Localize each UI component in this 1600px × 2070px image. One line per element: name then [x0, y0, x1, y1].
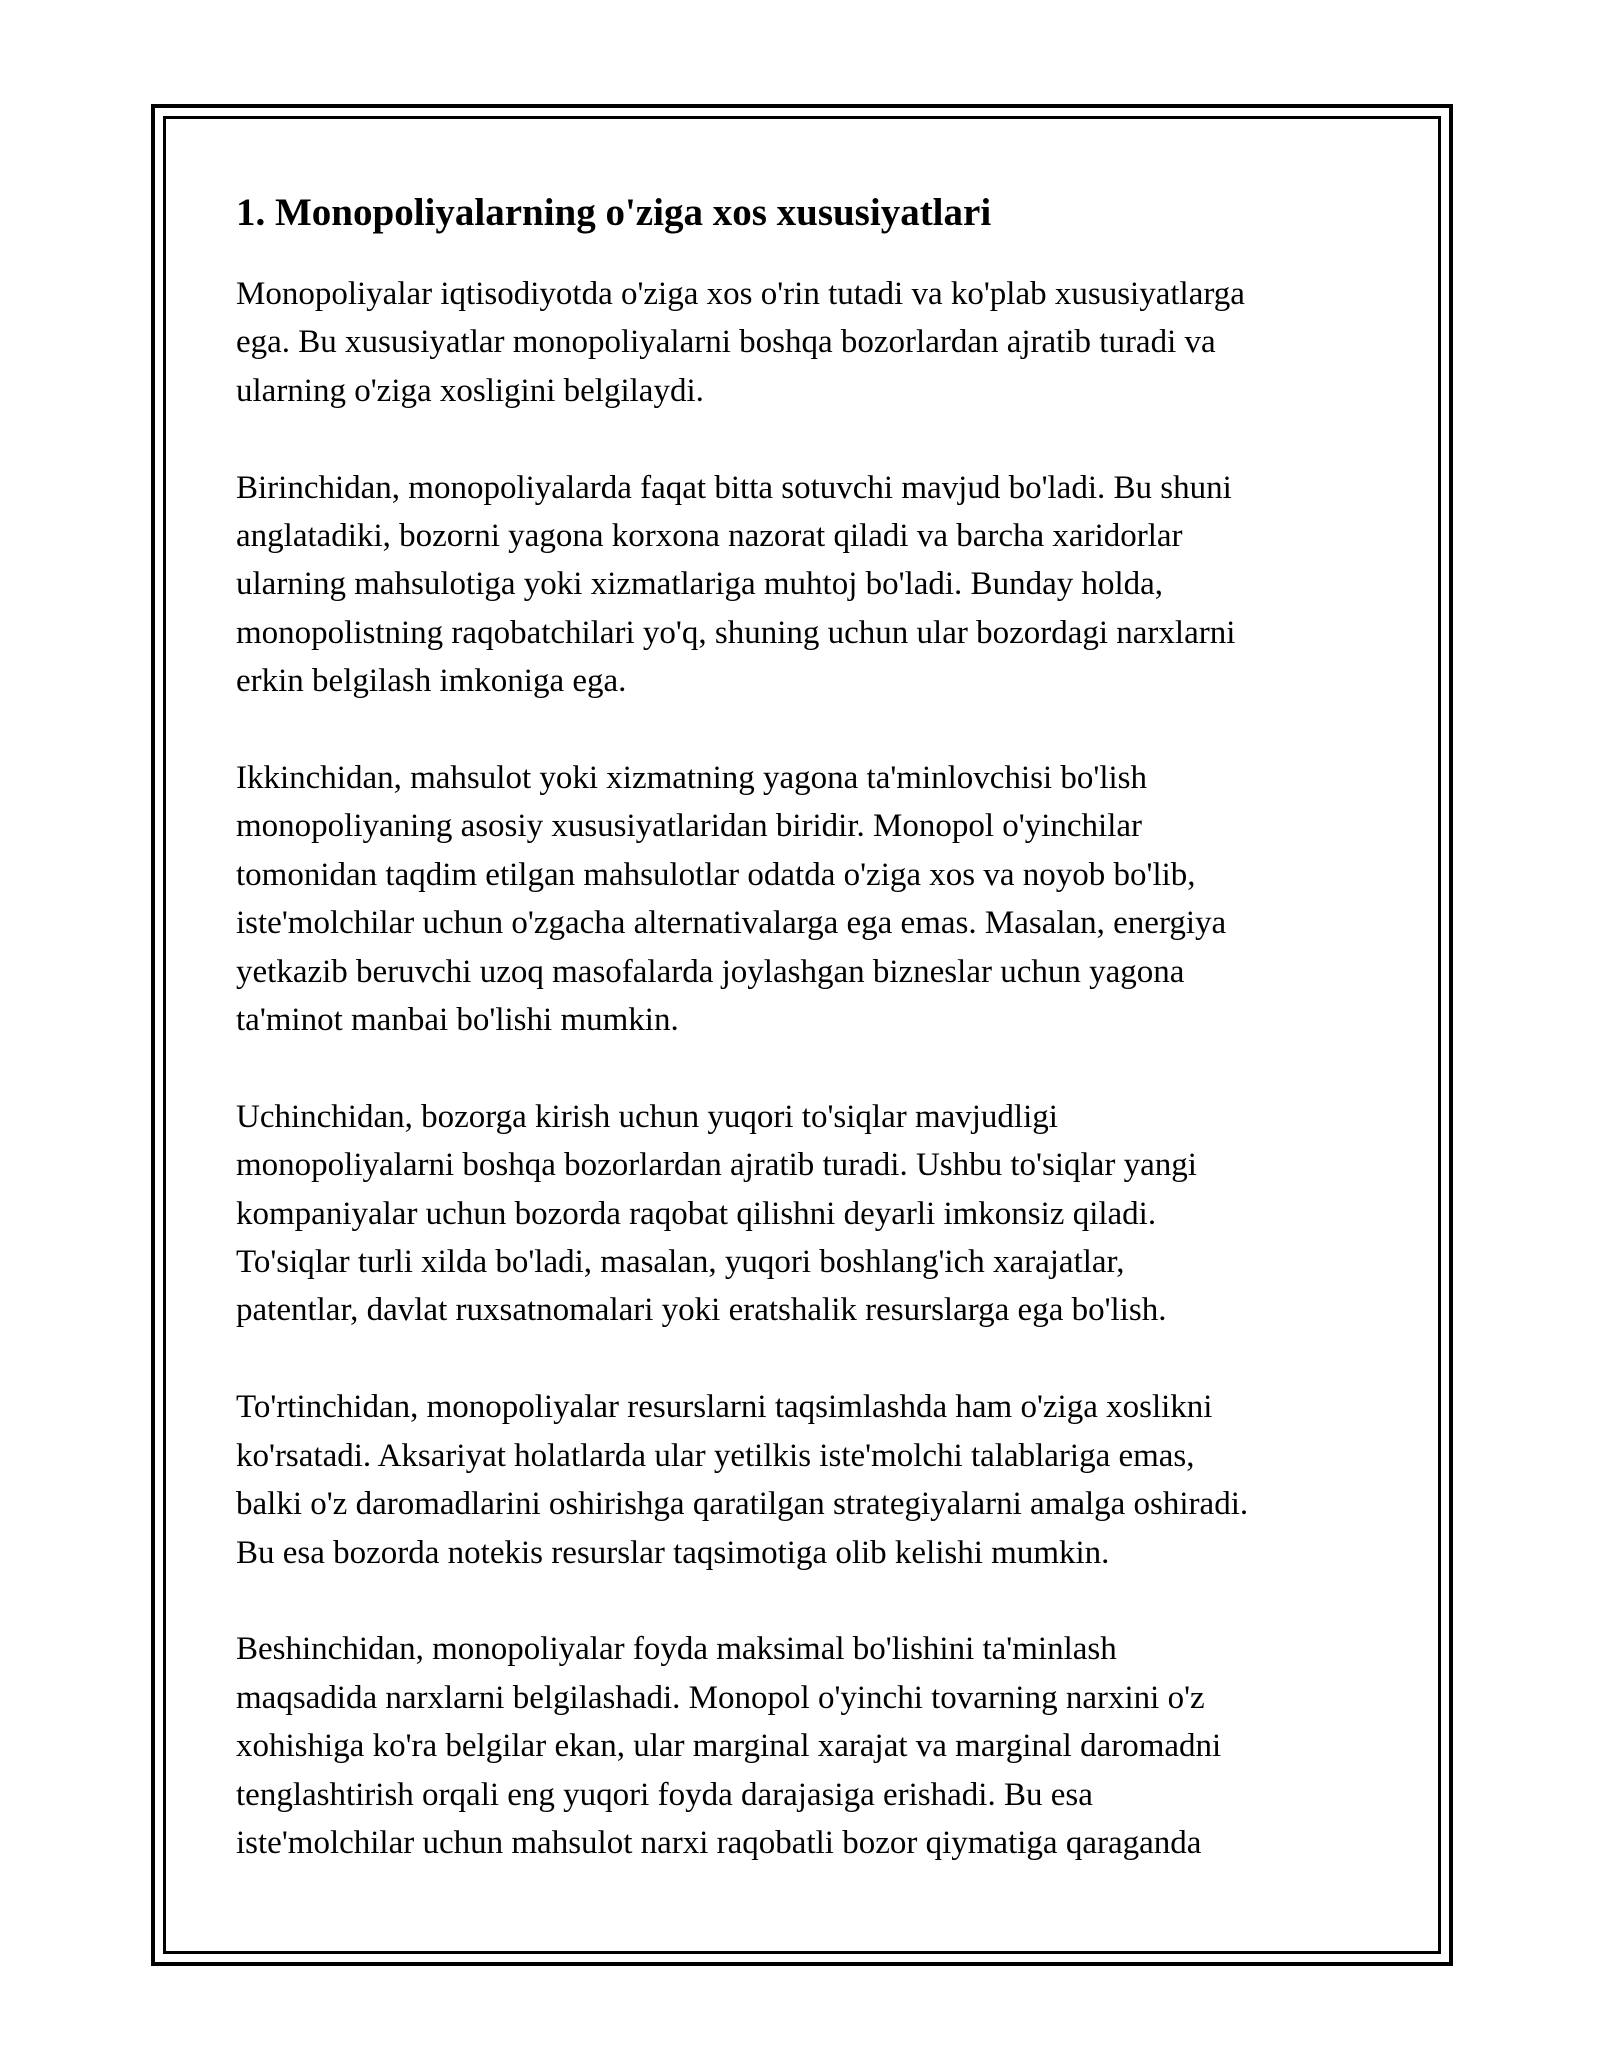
paragraph-1	[236, 270, 1376, 415]
paragraph-line: To'siqlar turli xilda bo'ladi, masalan, yuqori boshlang'ich xarajatlar,	[236, 1244, 1125, 1281]
paragraph-line: To'rtinchidan, monopoliyalar resurslarni taqsimlashda ham o'ziga xoslikni	[236, 1389, 1213, 1426]
paragraph-5	[236, 1383, 1376, 1577]
paragraph-line: erkin belgilash imkoniga ega.	[236, 663, 627, 700]
paragraph-line: monopoliyaning asosiy xususiyatlaridan biridir. Monopol o'yinchilar	[236, 808, 1143, 845]
paragraph-line: ularning o'ziga xosligini belgilaydi.	[236, 372, 704, 409]
paragraph-line: Bu esa bozorda notekis resurslar taqsimotiga olib kelishi mumkin.	[236, 1534, 1110, 1571]
paragraph-line: ko'rsatadi. Aksariyat holatlarda ular yetilkis iste'molchi talablariga emas,	[236, 1437, 1195, 1474]
section-heading: 1. Monopoliyalarning o'ziga xos xususiyatlari	[236, 191, 992, 234]
paragraph-line: monopoliyalarni boshqa bozorlardan ajratib turadi. Ushbu to'siqlar yangi	[236, 1147, 1197, 1184]
paragraph-line: ega. Bu xususiyatlar monopoliyalarni boshqa bozorlardan ajratib turadi va	[236, 324, 1216, 361]
paragraph-line: ta'minot manbai bo'lishi mumkin.	[236, 1002, 679, 1039]
paragraph-list	[236, 270, 1376, 1867]
paragraph-line: monopolistning raqobatchilari yo'q, shuning uchun ular bozordagi narxlarni	[236, 614, 1236, 651]
paragraph-line: Birinchidan, monopoliyalarda faqat bitta sotuvchi mavjud bo'ladi. Bu shuni	[236, 469, 1232, 506]
paragraph-line: xohishiga ko'ra belgilar ekan, ular marginal xarajat va marginal daromadni	[236, 1728, 1222, 1765]
paragraph-line: kompaniyalar uchun bozorda raqobat qilishni deyarli imkonsiz qiladi.	[236, 1195, 1157, 1232]
paragraph-4	[236, 1093, 1376, 1335]
paragraph-line: anglatadiki, bozorni yagona korxona nazorat qiladi va barcha xaridorlar	[236, 518, 1183, 555]
paragraph-line: iste'molchilar uchun mahsulot narxi raqobatli bozor qiymatiga qaraganda	[236, 1824, 1202, 1861]
paragraph-line: ularning mahsulotiga yoki xizmatlariga muhtoj bo'ladi. Bunday holda,	[236, 566, 1164, 603]
paragraph-line: balki o'z daromadlarini oshirishga qaratilgan strategiyalarni amalga oshiradi.	[236, 1486, 1249, 1523]
paragraph-line: tenglashtirish orqali eng yuqori foyda darajasiga erishadi. Bu esa	[236, 1776, 1093, 1813]
paragraph-6	[236, 1625, 1376, 1867]
paragraph-line: Beshinchidan, monopoliyalar foyda maksimal bo'lishini ta'minlash	[236, 1631, 1117, 1668]
paragraph-line: maqsadida narxlarni belgilashadi. Monopol o'yinchi tovarning narxini o'z	[236, 1679, 1205, 1716]
paragraph-line: patentlar, davlat ruxsatnomalari yoki eratshalik resurslarga ega bo'lish.	[236, 1292, 1167, 1329]
paragraph-line: Ikkinchidan, mahsulot yoki xizmatning yagona ta'minlovchisi bo'lish	[236, 760, 1148, 797]
paragraph-line: Uchinchidan, bozorga kirish uchun yuqori to'siqlar mavjudligi	[236, 1098, 1058, 1135]
paragraph-line: Monopoliyalar iqtisodiyotda o'ziga xos o'rin tutadi va ko'plab xususiyatlarga	[236, 276, 1245, 312]
paragraph-2	[236, 464, 1376, 706]
paragraph-line: yetkazib beruvchi uzoq masofalarda joylashgan bizneslar uchun yagona	[236, 953, 1185, 990]
paragraph-3	[236, 754, 1376, 1044]
paragraph-line: iste'molchilar uchun o'zgacha alternativalarga ega emas. Masalan, energiya	[236, 905, 1227, 942]
document-body	[236, 188, 1376, 1916]
paragraph-line: tomonidan taqdim etilgan mahsulotlar odatda o'ziga xos va noyob bo'lib,	[236, 856, 1196, 893]
